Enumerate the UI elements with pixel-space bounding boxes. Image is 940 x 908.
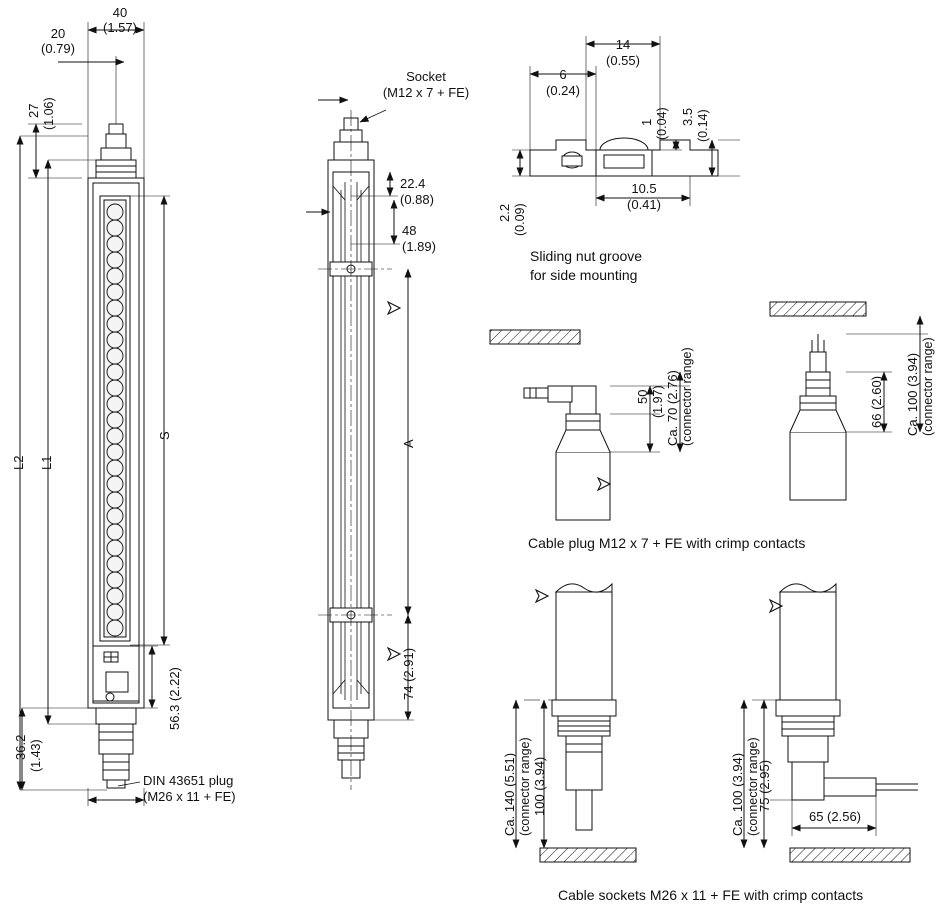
dim-22-4-value: 22.4 bbox=[400, 176, 426, 191]
dim-1-inch: (0.04) bbox=[655, 107, 669, 140]
dim-ca140-note: (connector range) bbox=[518, 737, 532, 836]
dim-40-value: 40 bbox=[112, 5, 128, 20]
dim-36-2-inch: (1.43) bbox=[29, 739, 43, 772]
dim-22-4-inch: (0.88) bbox=[400, 192, 434, 207]
dim-27-inch: (1.06) bbox=[42, 97, 56, 130]
dim-56-3: 56.3 (2.22) bbox=[167, 667, 182, 730]
dim-1-value: 1 bbox=[639, 118, 654, 126]
m12-caption: Cable plug M12 x 7 + FE with crimp contacts bbox=[528, 535, 806, 551]
dim-20-value: 20 bbox=[50, 26, 66, 41]
dim-14-inch: (0.55) bbox=[606, 53, 640, 68]
label-L1: L1 bbox=[39, 455, 54, 470]
dim-6-value: 6 bbox=[559, 67, 567, 82]
dim-3-5-inch: (0.14) bbox=[696, 109, 710, 142]
dim-2-2-value: 2.2 bbox=[497, 203, 512, 222]
dim-50-value: 50 bbox=[635, 389, 650, 404]
label-A: A bbox=[401, 439, 416, 448]
dim-75: 75 (2.95) bbox=[757, 759, 772, 812]
din-plug-label-line2: (M26 x 11 + FE) bbox=[143, 789, 236, 804]
label-L2: L2 bbox=[11, 455, 26, 470]
socket-label-line2: (M12 x 7 + FE) bbox=[382, 85, 470, 100]
dim-65: 65 (2.56) bbox=[808, 809, 862, 824]
dim-ca70-value: Ca. 70 (2.76) bbox=[665, 370, 680, 446]
dim-10-5-inch: (0.41) bbox=[627, 197, 661, 212]
dim-20-inch: (0.79) bbox=[41, 41, 75, 56]
socket-label-line1: Socket bbox=[406, 69, 446, 84]
dim-ca70-note: (connector range) bbox=[680, 347, 694, 446]
groove-caption-line1: Sliding nut groove bbox=[530, 248, 643, 264]
dim-48-value: 48 bbox=[402, 223, 417, 238]
dim-10-5-value: 10.5 bbox=[631, 181, 657, 196]
dim-ca100-note-m26: (connector range) bbox=[746, 737, 760, 836]
groove-caption-line2: for side mounting bbox=[530, 267, 638, 283]
dim-ca140-value: Ca. 140 (5.51) bbox=[502, 752, 517, 836]
dim-ca100-value-m26: Ca. 100 (3.94) bbox=[730, 752, 745, 836]
dim-40-inch: (1.57) bbox=[103, 20, 137, 35]
dim-48-inch: (1.89) bbox=[402, 239, 436, 254]
m26-caption: Cable sockets M26 x 11 + FE with crimp contacts bbox=[558, 887, 864, 903]
din-plug-label-line1: DIN 43651 plug bbox=[143, 773, 234, 788]
dim-2-2-inch: (0.09) bbox=[513, 203, 527, 236]
dim-36-2-value: 36.2 bbox=[13, 734, 28, 760]
dim-ca100-note-m12: (connector range) bbox=[921, 337, 935, 436]
dim-27-value: 27 bbox=[26, 103, 41, 118]
dim-50-inch: (1.97) bbox=[651, 385, 665, 418]
dim-100: 100 (3.94) bbox=[532, 756, 547, 816]
label-S: S bbox=[157, 431, 172, 440]
dim-74: 74 (2.91) bbox=[401, 647, 416, 700]
dim-14-value: 14 bbox=[615, 37, 631, 52]
dim-6-inch: (0.24) bbox=[546, 83, 580, 98]
dim-ca100-value-m12: Ca. 100 (3.94) bbox=[905, 352, 920, 436]
dim-3-5-value: 3.5 bbox=[680, 107, 695, 126]
dim-66: 66 (2.60) bbox=[869, 375, 884, 428]
